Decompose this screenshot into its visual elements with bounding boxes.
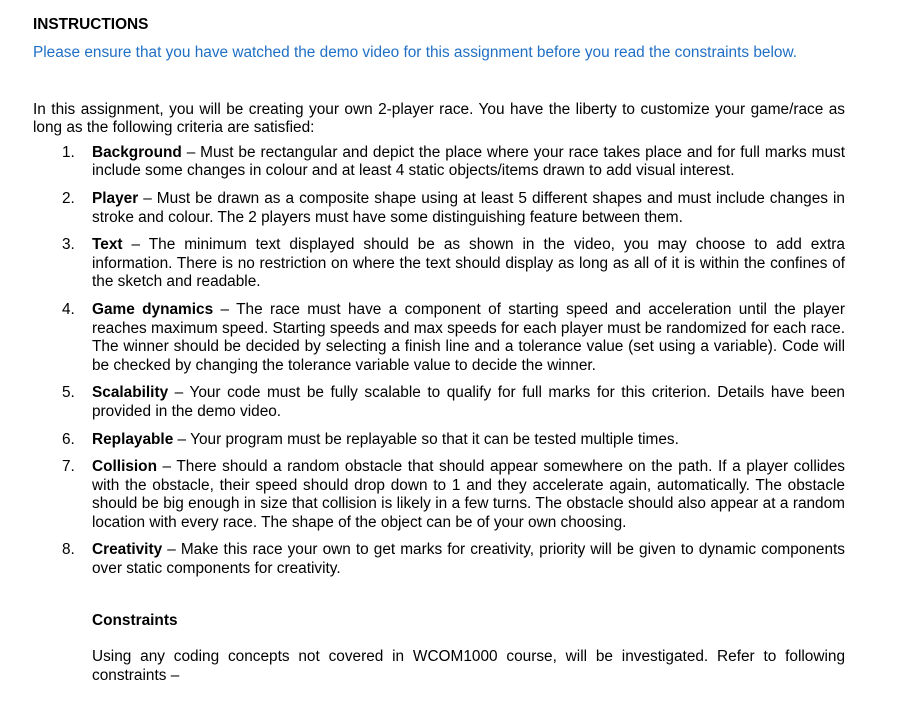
criteria-number: 5. <box>62 384 75 402</box>
criteria-number: 1. <box>62 143 75 161</box>
criteria-term: Collision <box>92 458 157 476</box>
criteria-term: Player <box>92 189 139 207</box>
criteria-number: 4. <box>62 300 75 318</box>
criteria-item <box>33 384 845 421</box>
document-page <box>33 14 845 685</box>
criteria-item <box>33 458 845 532</box>
criteria-text: – The minimum text displayed should be as shown in the video, you may choose to add extra information. There is no restriction on where the text should display as long as all of it is within the confines of the sketch and readable. <box>92 236 845 291</box>
criteria-text: – Must be drawn as a composite shape using at least 5 different shapes and must include changes in stroke and colour. The 2 players must have some distinguishing feature between them. <box>92 189 845 226</box>
criteria-list <box>33 144 845 579</box>
criteria-item <box>33 431 845 450</box>
criteria-number: 6. <box>62 430 75 448</box>
criteria-term: Replayable <box>92 430 174 448</box>
criteria-item <box>33 144 845 181</box>
criteria-text: – Your program must be replayable so that it can be tested multiple times. <box>173 430 679 448</box>
intro-paragraph: In this assignment, you will be creating your own 2-player race. You have the liberty to customize your game/race as long as the following criteria are satisfied: <box>33 100 845 137</box>
criteria-term: Creativity <box>92 541 163 559</box>
criteria-item <box>33 541 845 578</box>
instructions-heading: INSTRUCTIONS <box>33 16 149 33</box>
criteria-text: – Must be rectangular and depict the place where your race takes place and for full marks must include some changes in colour and at least 4 static objects/items drawn to add visual interest. <box>92 143 845 180</box>
criteria-text: – There should a random obstacle that should appear somewhere on the path. If a player collides with the obstacle, their speed should drop down to 1 and they accelerate again, automatically. The obstacle should be big enough in size that collision is likely in a few turns. The obstacle should also appear at a random location with every race. The shape of the object can be of your own choosing. <box>92 458 845 531</box>
criteria-number: 7. <box>62 458 75 476</box>
criteria-item <box>33 236 845 292</box>
criteria-term: Background <box>92 143 182 161</box>
criteria-number: 3. <box>62 236 75 254</box>
criteria-number: 2. <box>62 189 75 207</box>
criteria-term: Text <box>92 236 123 254</box>
criteria-item <box>33 190 845 227</box>
constraints-paragraph: Using any coding concepts not covered in WCOM1000 course, will be investigated. Refer to following constraints – <box>92 648 845 684</box>
criteria-text: – Make this race your own to get marks for creativity, priority will be given to dynamic components over static components for creativity. <box>92 541 845 578</box>
criteria-text: – Your code must be fully scalable to qualify for full marks for this criterion. Details have been provided in the demo video. <box>92 384 845 420</box>
criteria-number: 8. <box>62 541 75 559</box>
criteria-term: Game dynamics <box>92 300 214 318</box>
criteria-item <box>33 301 845 375</box>
constraints-heading: Constraints <box>92 611 178 629</box>
criteria-term: Scalability <box>92 384 169 402</box>
criteria-text: – The race must have a component of starting speed and acceleration until the player reaches maximum speed. Starting speeds and max speeds for each player must be randomized for each race. The winner should be decided by selecting a finish line and a tolerance value (set using a variable). Code will be checked by changing the tolerance variable value to decide the winner. <box>92 300 845 374</box>
demo-video-notice: Please ensure that you have watched the demo video for this assignment before you read the constraints below. <box>33 44 798 61</box>
